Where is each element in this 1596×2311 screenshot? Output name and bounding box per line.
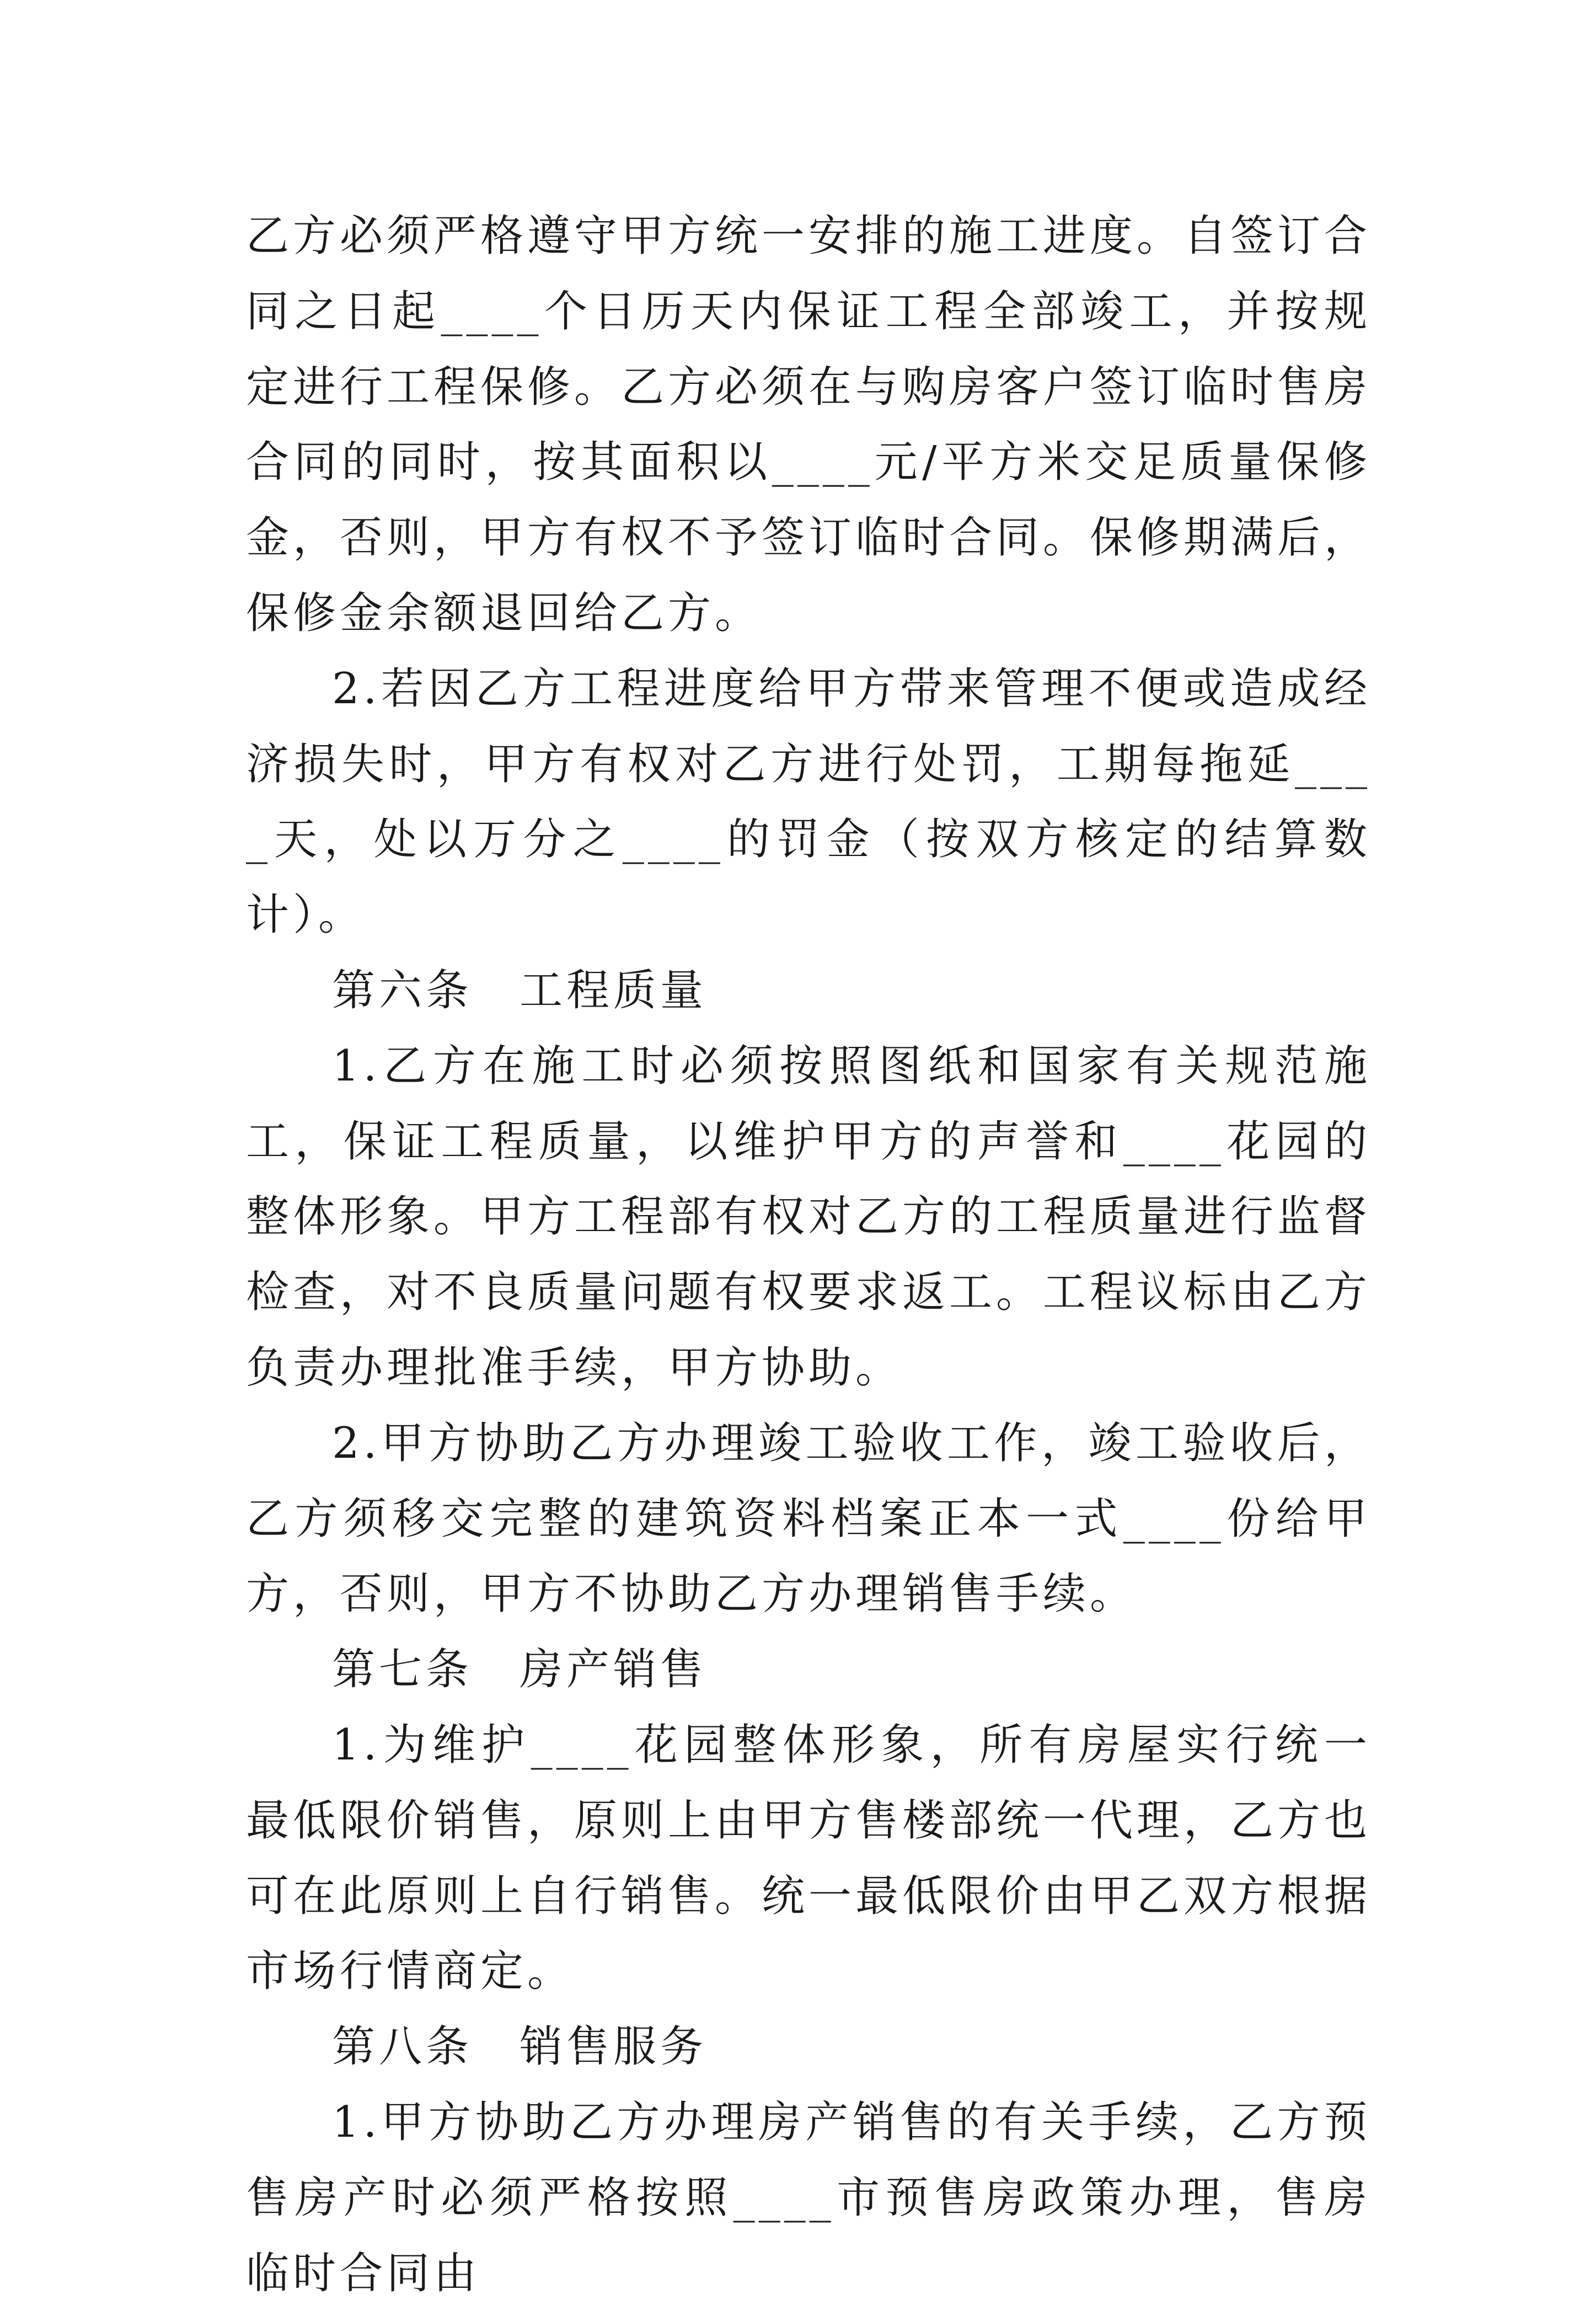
- paragraph-acceptance-documents: 2.甲方协助乙方办理竣工验收工作，竣工验收后，乙方须移交完整的建筑资料档案正本一式____份给甲方，否则，甲方不协助乙方办理销售手续。: [246, 1418, 1371, 1619]
- paragraph-delay-penalty: 2.若因乙方工程进度给甲方带来管理不便或造成经济损失时，甲方有权对乙方进行处罚，工期每拖延____天，处以万分之____的罚金（按双方核定的结算数计）。: [246, 664, 1371, 940]
- heading-article-6: 第六条 工程质量: [332, 965, 708, 1015]
- paragraph-property-sales: 1.为维护____花园整体形象，所有房屋实行统一最低限价销售，原则上由甲方售楼部统一代理，乙方也可在此原则上自行销售。统一最低限价由甲乙双方根据市场行情商定。: [246, 1720, 1372, 1997]
- paragraph-construction-quality: 1.乙方在施工时必须按照图纸和国家有关规范施工，保证工程质量，以维护甲方的声誉和____花园的整体形象。甲方工程部有权对乙方的工程质量进行监督检查，对不良质量问题有权要求返工。工程议标由乙方负责办理批准手续，甲方协助。: [246, 1041, 1372, 1393]
- document-body: [246, 199, 1371, 2311]
- paragraph-completion-warranty: 乙方必须严格遵守甲方统一安排的施工进度。自签订合同之日起____个日历天内保证工程全部竣工，并按规定进行工程保修。乙方必须在与购房客户签订临时售房合同的同时，按其面积以____元/平方米交足质量保修金，否则，甲方有权不予签订临时合同。保修期满后，保修金余额退回给乙方。: [246, 211, 1372, 638]
- paragraph-sales-service: 1.甲方协助乙方办理房产销售的有关手续，乙方预售房产时必须严格按照____市预售房政策办理，售房临时合同由: [246, 2097, 1371, 2298]
- heading-article-7: 第七条 房产销售: [332, 1645, 708, 1695]
- heading-article-8: 第八条 销售服务: [332, 2022, 708, 2072]
